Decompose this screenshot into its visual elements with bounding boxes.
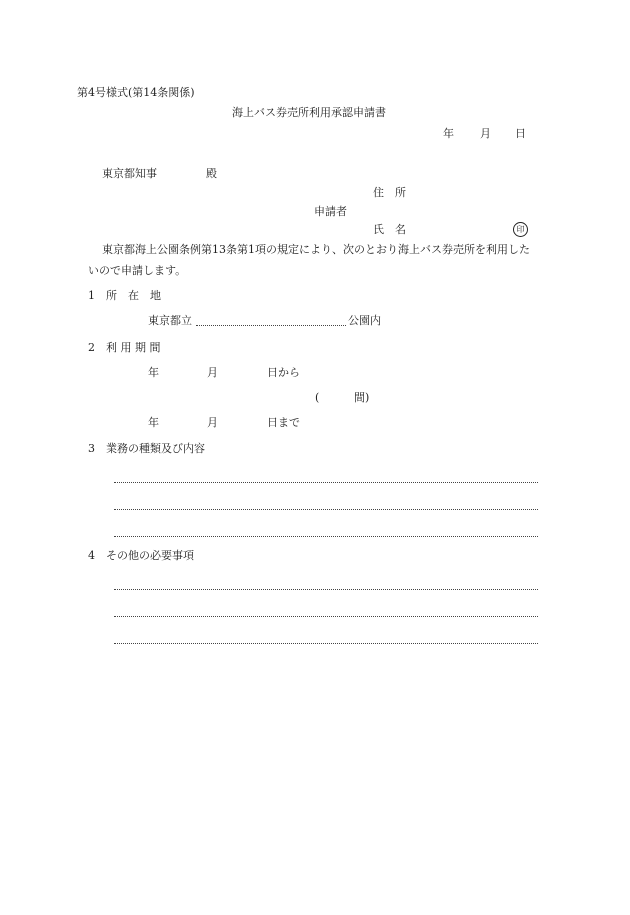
section4-number: 4 xyxy=(88,549,95,562)
date-month-label: 月 xyxy=(480,127,491,140)
period-from-day: 日から xyxy=(267,366,300,379)
duration-close: 間) xyxy=(354,391,370,404)
addressee-governor: 東京都知事 xyxy=(102,167,157,180)
section3-heading: 業務の種類及び内容 xyxy=(106,442,205,455)
section2-number: 2 xyxy=(88,341,95,354)
statement-line-1: 東京都海上公園条例第13条第1項の規定により、次のとおり海上バス券売所を利用した xyxy=(102,243,530,256)
business-content-line[interactable] xyxy=(114,509,538,510)
statement-line-2: いので申請します。 xyxy=(88,264,187,277)
date-year-label: 年 xyxy=(443,127,454,140)
section2-heading: 利 用 期 間 xyxy=(106,341,161,354)
address-label: 住 所 xyxy=(373,186,406,199)
other-matters-line[interactable] xyxy=(114,643,538,644)
other-matters-line[interactable] xyxy=(114,589,538,590)
period-from-year: 年 xyxy=(148,366,159,379)
period-to-month: 月 xyxy=(207,416,218,429)
location-prefix: 東京都立 xyxy=(148,314,192,327)
section4-heading: その他の必要事項 xyxy=(106,549,194,562)
name-label: 氏 名 xyxy=(373,223,406,236)
seal-mark: 印 xyxy=(513,222,528,237)
applicant-label: 申請者 xyxy=(314,205,347,218)
addressee-honorific: 殿 xyxy=(206,167,217,180)
period-to-year: 年 xyxy=(148,416,159,429)
other-matters-line[interactable] xyxy=(114,616,538,617)
section1-number: 1 xyxy=(88,289,95,302)
duration-open: ( xyxy=(315,391,320,404)
period-from-month: 月 xyxy=(207,366,218,379)
business-content-line[interactable] xyxy=(114,482,538,483)
section1-heading: 所 在 地 xyxy=(106,289,161,302)
form-number: 第4号様式(第14条関係) xyxy=(77,86,195,99)
location-suffix: 公園内 xyxy=(348,314,381,327)
period-to-day: 日まで xyxy=(267,416,300,429)
business-content-line[interactable] xyxy=(114,536,538,537)
location-park-field[interactable] xyxy=(196,325,346,326)
section3-number: 3 xyxy=(88,442,95,455)
date-day-label: 日 xyxy=(515,127,526,140)
document-title: 海上バス券売所利用承認申請書 xyxy=(232,106,386,119)
